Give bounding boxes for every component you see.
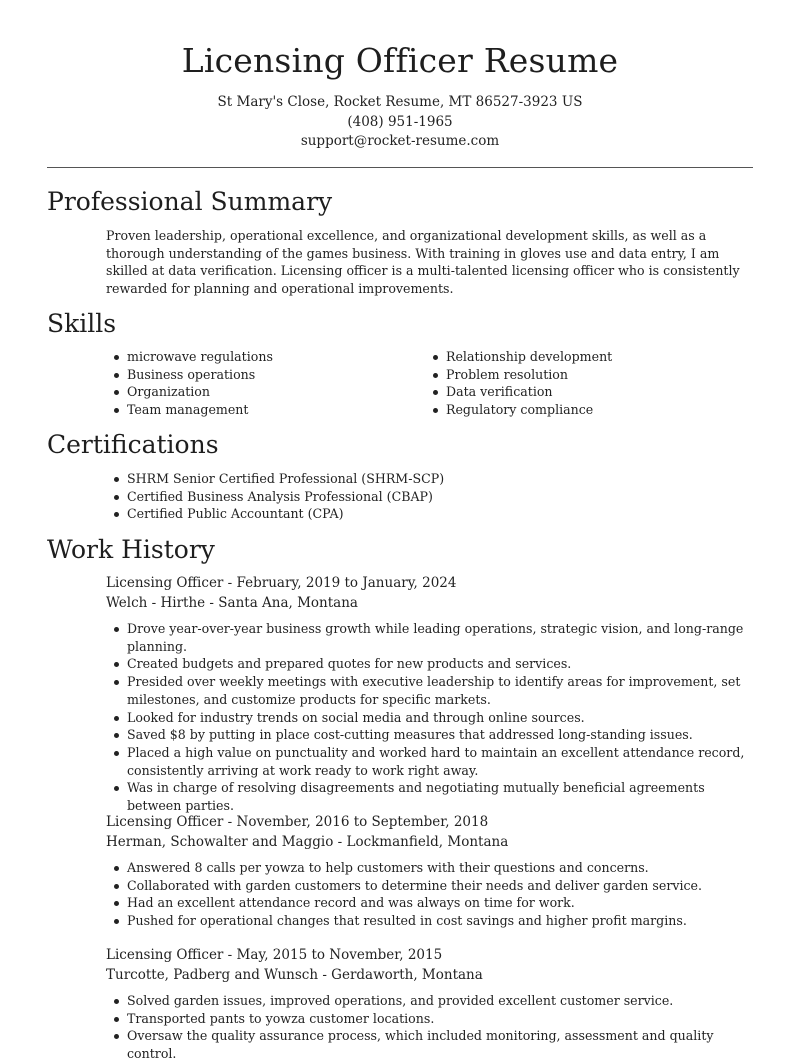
skill-item: Team management [106, 401, 416, 419]
work-history-heading: Work History [47, 535, 215, 564]
certifications-list [106, 470, 746, 523]
job-bullet-list [106, 620, 766, 815]
job-bullet: Placed a high value on punctuality and worked hard to maintain an excellent attendance record, consistently arriving at work ready to work right away. [106, 744, 766, 779]
job-company-line: Turcotte, Padberg and Wunsch - Gerdaworth, Montana [106, 966, 483, 983]
skill-item: Business operations [106, 366, 416, 384]
skills-list-right [425, 348, 755, 419]
skill-item: Data verification [425, 383, 755, 401]
job-bullet: Presided over weekly meetings with executive leadership to identify areas for improvement, set milestones, and customize products for specific markets. [106, 673, 766, 708]
job-title-line: Licensing Officer - February, 2019 to January, 2024 [106, 575, 457, 591]
job-bullet: Had an excellent attendance record and was always on time for work. [106, 894, 766, 912]
contact-address: St Mary's Close, Rocket Resume, MT 86527-3923 US [217, 94, 583, 110]
skills-list-left [106, 348, 416, 419]
job-bullet: Saved $8 by putting in place cost-cutting measures that addressed long-standing issues. [106, 726, 766, 744]
skills-heading: Skills [47, 309, 117, 338]
certification-item: Certified Business Analysis Professional (CBAP) [106, 488, 746, 506]
skill-item: Problem resolution [425, 366, 755, 384]
contact-email: support@rocket-resume.com [300, 133, 500, 149]
job-company-line: Herman, Schowalter and Maggio - Lockmanfield, Montana [106, 833, 509, 850]
summary-heading: Professional Summary [47, 187, 333, 216]
skill-item: microwave regulations [106, 348, 416, 366]
certification-item: SHRM Senior Certified Professional (SHRM-SCP) [106, 470, 746, 488]
job-entry [106, 813, 766, 930]
job-bullet-list [106, 992, 766, 1063]
job-bullet: Looked for industry trends on social media and through online sources. [106, 709, 766, 727]
contact-info [0, 93, 800, 152]
job-bullet: Answered 8 calls per yowza to help customers with their questions and concerns. [106, 859, 766, 877]
job-title-line: Licensing Officer - May, 2015 to November, 2015 [106, 947, 443, 963]
certifications-heading: Certifications [47, 430, 219, 459]
skill-item: Organization [106, 383, 416, 401]
skill-item: Regulatory compliance [425, 401, 755, 419]
job-bullet: Pushed for operational changes that resulted in cost savings and higher profit margins. [106, 912, 766, 930]
skill-item: Relationship development [425, 348, 755, 366]
job-bullet: Oversaw the quality assurance process, which included monitoring, assessment and quality control. [106, 1027, 766, 1062]
job-company-line: Welch - Hirthe - Santa Ana, Montana [106, 594, 358, 611]
job-entry [106, 946, 766, 1063]
job-title-line: Licensing Officer - November, 2016 to September, 2018 [106, 814, 489, 830]
header-divider [47, 167, 753, 168]
job-bullet: Solved garden issues, improved operations, and provided excellent customer service. [106, 992, 766, 1010]
contact-phone: (408) 951-1965 [347, 113, 453, 130]
job-bullet: Was in charge of resolving disagreements and negotiating mutually beneficial agreements between parties. [106, 779, 766, 814]
job-bullet-list [106, 859, 766, 930]
certification-item: Certified Public Accountant (CPA) [106, 505, 746, 523]
resume-header [0, 38, 800, 152]
summary-text: Proven leadership, operational excellence, and organizational development skills, as well as a thorough understanding of the games business. With training in gloves use and data entry, I am skilled at data verification. Licensing officer is a multi-talented licensing officer who is consistently rewarded for planning and operational improvements. [106, 228, 740, 297]
job-bullet: Drove year-over-year business growth while leading operations, strategic vision, and long-range planning. [106, 620, 766, 655]
job-entry [106, 574, 766, 815]
resume-title: Licensing Officer Resume [181, 41, 619, 80]
job-bullet: Created budgets and prepared quotes for new products and services. [106, 655, 766, 673]
job-bullet: Transported pants to yowza customer locations. [106, 1010, 766, 1028]
job-bullet: Collaborated with garden customers to determine their needs and deliver garden service. [106, 877, 766, 895]
